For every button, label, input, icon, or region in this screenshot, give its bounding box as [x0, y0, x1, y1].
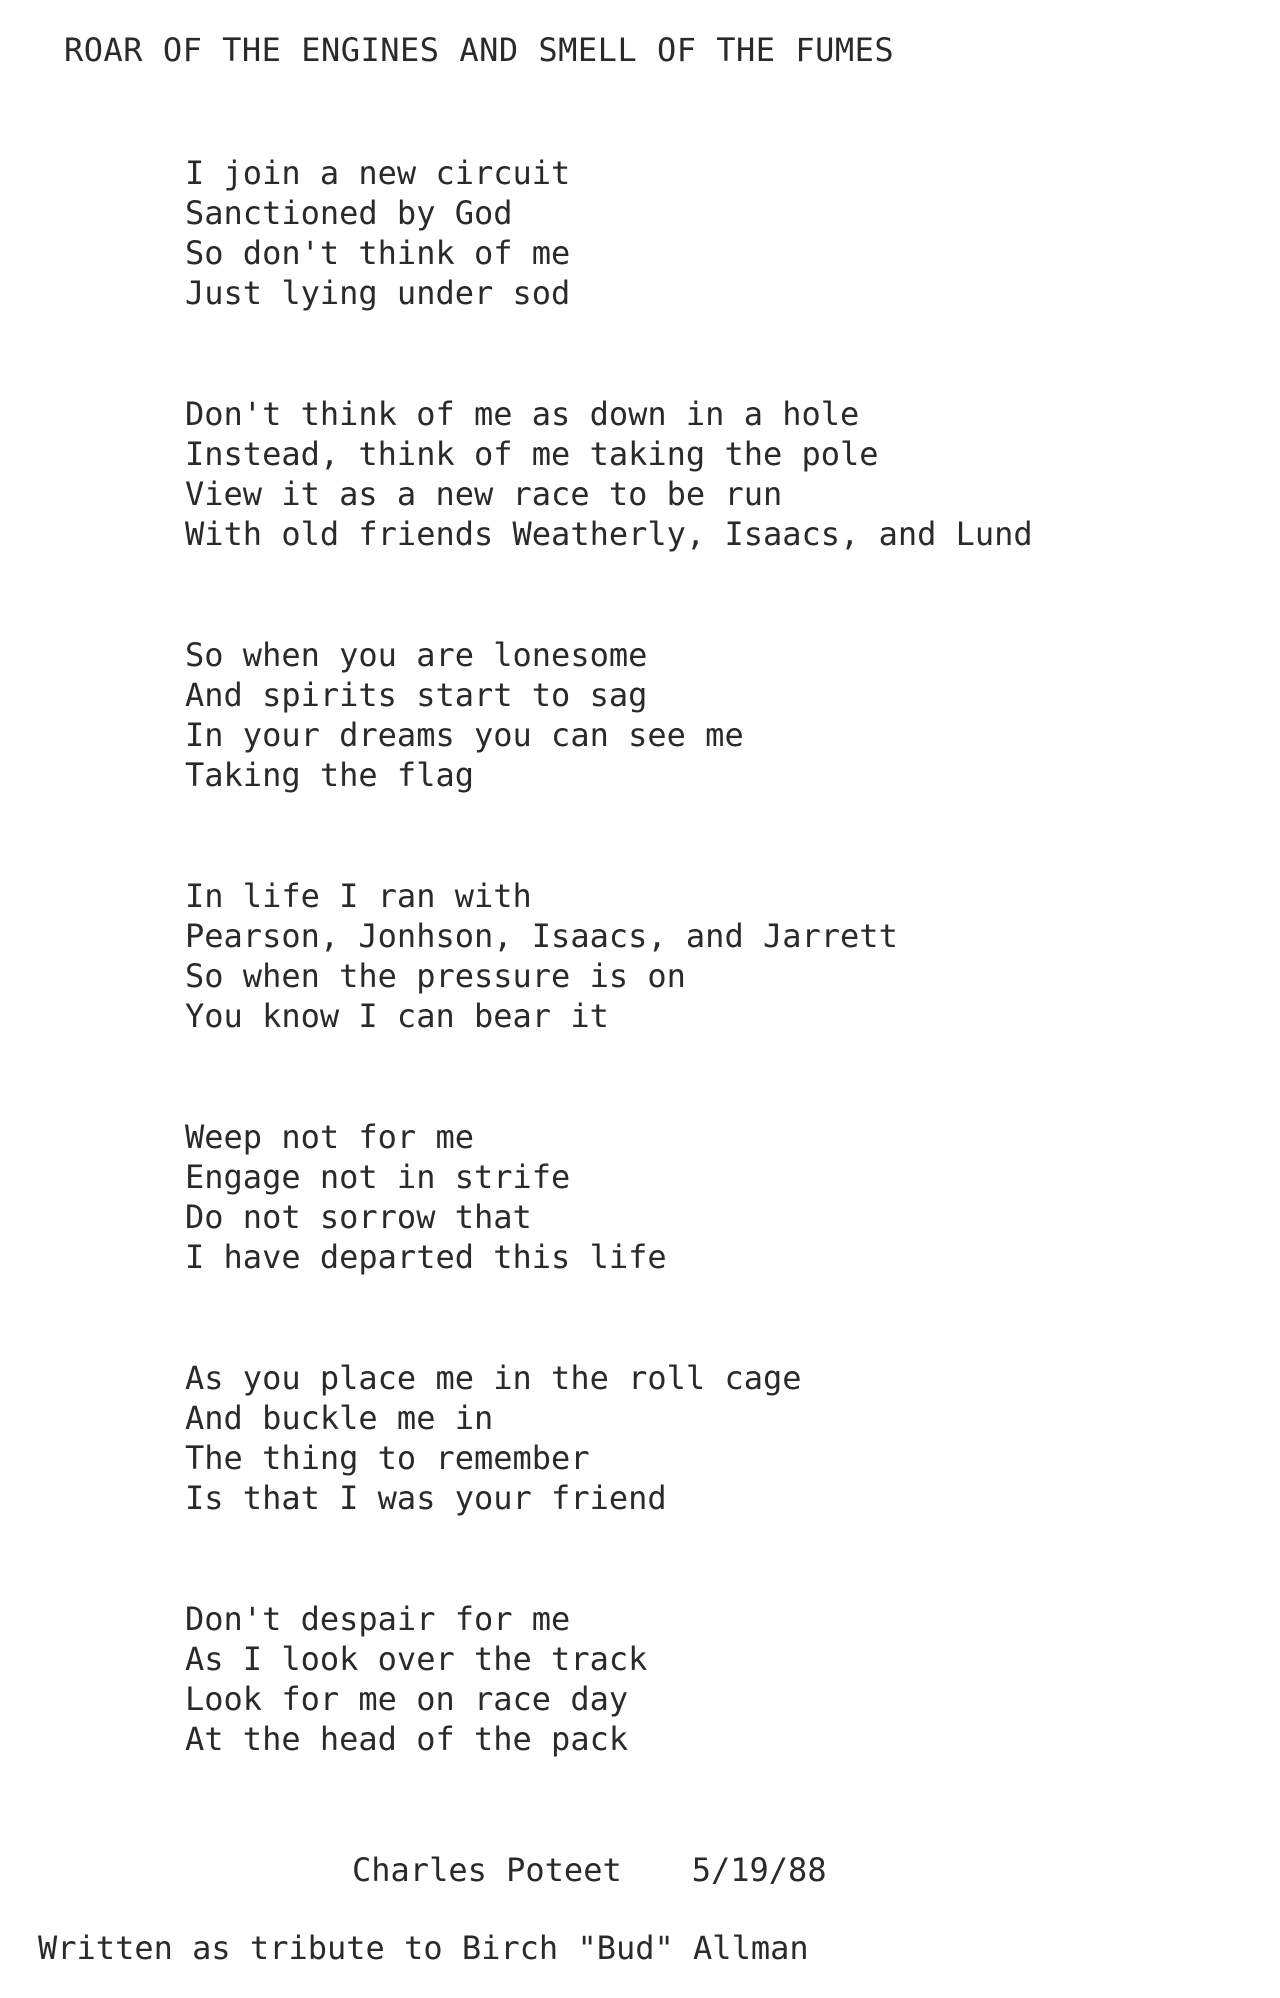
poem-line: Weep not for me	[185, 1118, 474, 1156]
signature-date: 5/19/88	[691, 1851, 827, 1889]
poem-line: As I look over the track	[185, 1640, 648, 1678]
stanza-1	[185, 153, 1275, 313]
poem-line: And spirits start to sag	[185, 676, 648, 714]
poem-line: And buckle me in	[185, 1399, 494, 1437]
stanza-4	[185, 876, 1275, 1036]
poem-line: Is that I was your friend	[185, 1479, 667, 1517]
stanza-2	[185, 394, 1275, 554]
poem-line: Do not sorrow that	[185, 1198, 532, 1236]
poem-line: You know I can bear it	[185, 997, 609, 1035]
poem-line: Taking the flag	[185, 756, 474, 794]
poem-line: At the head of the pack	[185, 1720, 629, 1758]
poem-line: Don't think of me as down in a hole	[185, 395, 860, 433]
poem-line: I have departed this life	[185, 1238, 667, 1276]
stanza-6	[185, 1358, 1275, 1518]
poem-line: The thing to remember	[185, 1439, 590, 1477]
poem-line: Don't despair for me	[185, 1600, 571, 1638]
poem-line: View it as a new race to be run	[185, 475, 783, 513]
poem-line: So when you are lonesome	[185, 636, 648, 674]
poem-body	[185, 153, 1275, 1840]
stanza-7	[185, 1599, 1275, 1759]
poem-line: Pearson, Jonhson, Isaacs, and Jarrett	[185, 917, 898, 955]
poem-line: With old friends Weatherly, Isaacs, and Lund	[185, 515, 1033, 553]
stanza-5	[185, 1117, 1275, 1277]
poem-line: In life I ran with	[185, 877, 532, 915]
poem-line: As you place me in the roll cage	[185, 1359, 802, 1397]
poem-line: So don't think of me	[185, 234, 571, 272]
stanza-3	[185, 635, 1275, 795]
author-name: Charles Poteet	[352, 1851, 622, 1889]
poem-line: So when the pressure is on	[185, 957, 686, 995]
poem-line: Just lying under sod	[185, 274, 571, 312]
signature-line	[352, 1850, 827, 1890]
poem-line: Look for me on race day	[185, 1680, 629, 1718]
poem-line: Instead, think of me taking the pole	[185, 435, 879, 473]
poem-line: I join a new circuit	[185, 154, 571, 192]
tribute-note: Written as tribute to Birch "Bud" Allman	[38, 1929, 809, 1967]
poem-title: ROAR OF THE ENGINES AND SMELL OF THE FUMES	[64, 31, 895, 69]
poem-line: In your dreams you can see me	[185, 716, 744, 754]
poem-line: Sanctioned by God	[185, 194, 513, 232]
poem-line: Engage not in strife	[185, 1158, 571, 1196]
